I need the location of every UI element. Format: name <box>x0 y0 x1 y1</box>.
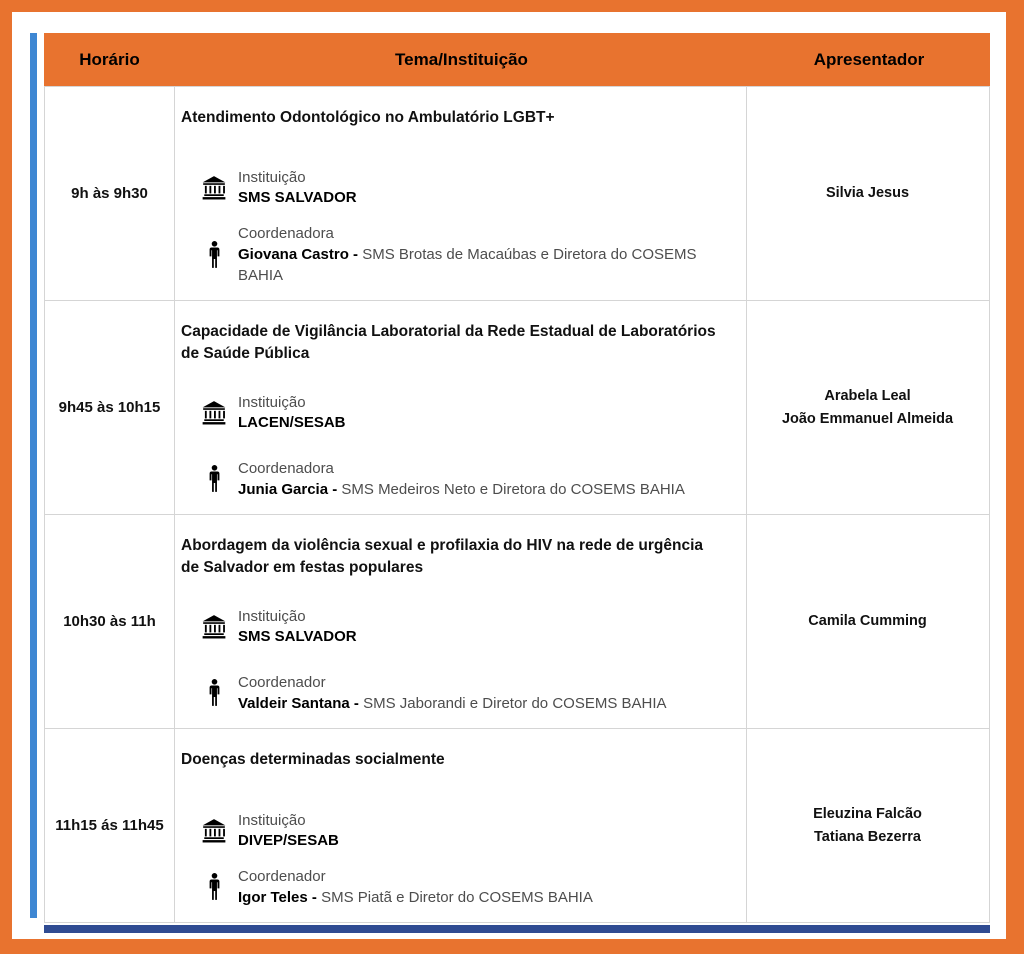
presenter-name: Arabela Leal <box>824 388 911 405</box>
table-row <box>45 515 989 729</box>
time-cell: 9h às 9h30 <box>45 87 175 300</box>
session-title: Doenças determinadas socialmente <box>181 751 445 768</box>
coordinator-block <box>201 867 718 908</box>
institution-name: LACEN/SESAB <box>238 413 346 431</box>
theme-cell <box>175 87 747 300</box>
coordinator-line <box>238 693 667 714</box>
presenter-name: Tatiana Bezerra <box>814 828 921 845</box>
coordinator-line <box>238 479 685 500</box>
table-body <box>44 86 990 923</box>
presenter-cell <box>747 729 988 922</box>
presenter-name: Camila Cumming <box>808 613 927 630</box>
bank-icon <box>201 400 227 426</box>
person-icon <box>201 873 227 901</box>
table-row <box>45 87 989 301</box>
coordinator-text <box>238 224 718 286</box>
time-cell: 11h15 ás 11h45 <box>45 729 175 922</box>
time-cell: 10h30 às 11h <box>45 515 175 728</box>
theme-cell <box>175 515 747 728</box>
institution-text <box>238 607 357 648</box>
coordinator-name: Igor Teles - <box>238 889 317 906</box>
person-icon <box>201 679 227 707</box>
coordinator-label: Coordenador <box>238 673 326 691</box>
institution-block <box>201 168 718 209</box>
coordinator-text <box>238 867 593 908</box>
presenter-name: Eleuzina Falcão <box>813 806 922 823</box>
bank-icon <box>201 175 227 201</box>
coordinator-label: Coordenador <box>238 867 326 885</box>
header-tema-instituicao: Tema/Instituição <box>395 49 528 69</box>
coordinator-line <box>238 244 718 286</box>
bank-icon <box>201 818 227 844</box>
coordinator-name: Valdeir Santana - <box>238 695 359 712</box>
table-row <box>45 729 989 922</box>
institution-name: DIVEP/SESAB <box>238 831 339 849</box>
schedule-table <box>44 33 990 923</box>
bank-icon <box>201 614 227 640</box>
bottom-accent-rule <box>44 925 990 933</box>
institution-block <box>201 393 718 434</box>
coordinator-desc: SMS Piatã e Diretor do COSEMS BAHIA <box>321 889 593 906</box>
header-apresentador: Apresentador <box>813 49 925 69</box>
left-accent-stripe <box>30 33 37 918</box>
institution-label: Instituição <box>238 393 306 411</box>
presenter-cell <box>747 87 988 300</box>
table-row <box>45 301 989 515</box>
presenter-cell <box>747 515 988 728</box>
presenter-cell <box>747 301 988 514</box>
coordinator-desc: SMS Brotas de Macaúbas e Diretora do COSEMS BAHIA <box>238 246 697 284</box>
theme-cell <box>175 729 747 922</box>
session-title: Abordagem da violência sexual e profilaxia do HIV na rede de urgência de Salvador em festas populares <box>181 537 703 577</box>
coordinator-text <box>238 673 667 714</box>
institution-text <box>238 393 346 434</box>
person-icon <box>201 241 227 269</box>
presenter-name: João Emmanuel Almeida <box>781 410 954 427</box>
person-icon <box>201 465 227 493</box>
coordinator-line <box>238 887 593 908</box>
coordinator-block <box>201 459 718 500</box>
table-header-row <box>44 33 990 86</box>
coordinator-desc: SMS Jaborandi e Diretor do COSEMS BAHIA <box>363 695 667 712</box>
theme-cell <box>175 301 747 514</box>
header-horario: Horário <box>79 49 140 69</box>
coordinator-label: Coordenadora <box>238 224 334 242</box>
time-cell: 9h45 às 10h15 <box>45 301 175 514</box>
session-title: Capacidade de Vigilância Laboratorial da Rede Estadual de Laboratórios de Saúde Pública <box>181 323 716 363</box>
institution-name: SMS SALVADOR <box>238 189 357 207</box>
institution-label: Instituição <box>238 811 306 829</box>
institution-text <box>238 168 357 209</box>
coordinator-label: Coordenadora <box>238 459 334 477</box>
coordinator-text <box>238 459 685 500</box>
coordinator-block <box>201 224 718 286</box>
institution-block <box>201 607 718 648</box>
coordinator-block <box>201 673 718 714</box>
institution-name: SMS SALVADOR <box>238 627 357 645</box>
presenter-name: Silvia Jesus <box>825 185 910 202</box>
institution-text <box>238 811 339 852</box>
institution-label: Instituição <box>238 169 306 187</box>
institution-label: Instituição <box>238 607 306 625</box>
institution-block <box>201 811 718 852</box>
coordinator-name: Junia Garcia - <box>238 481 338 498</box>
coordinator-desc: SMS Medeiros Neto e Diretora do COSEMS BAHIA <box>341 481 685 498</box>
coordinator-name: Giovana Castro - <box>238 246 359 263</box>
session-title: Atendimento Odontológico no Ambulatório LGBT+ <box>181 109 555 126</box>
